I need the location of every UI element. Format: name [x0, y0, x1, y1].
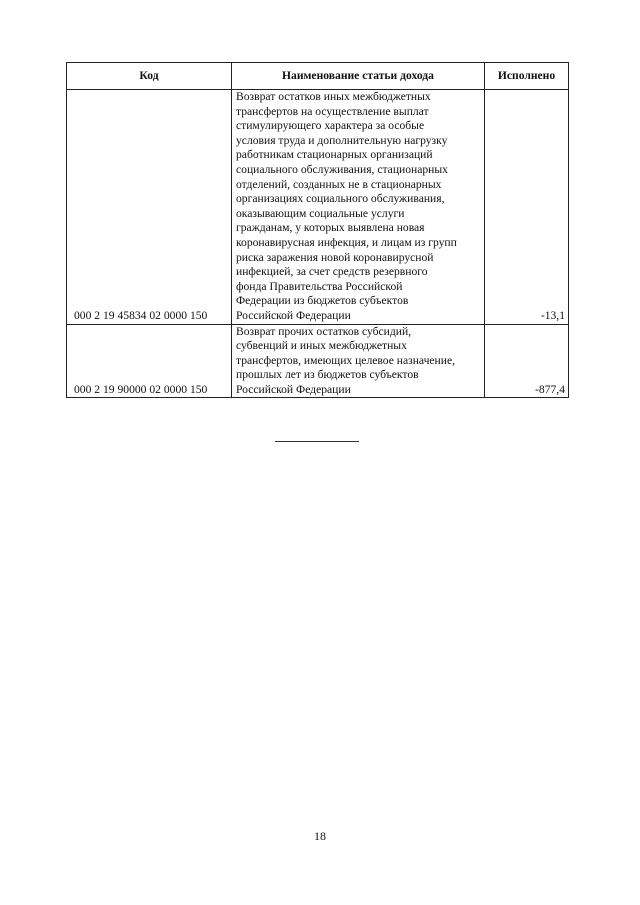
row-code: 000 2 19 45834 02 0000 150 — [67, 90, 232, 325]
row-name-line: фонда Правительства Российской — [236, 279, 403, 293]
row-name-line: субвенций и иных межбюджетных — [236, 339, 407, 353]
row-name-line: оказывающим социальные услуги — [236, 206, 405, 220]
row-executed: -877,4 — [485, 324, 569, 398]
table-row — [67, 324, 569, 398]
row-name-line: трансфертов на осуществление выплат — [236, 104, 429, 118]
row-code: 000 2 19 90000 02 0000 150 — [67, 324, 232, 398]
row-name-line: коронавирусная инфекция, и лицам из групп — [236, 235, 457, 249]
table-row — [67, 90, 569, 325]
table-header-row — [67, 63, 569, 90]
row-executed: -13,1 — [485, 90, 569, 325]
row-name-line: отделений, созданных не в стационарных — [236, 177, 442, 191]
row-name-line: социального обслуживания, стационарных — [236, 162, 448, 176]
row-name-line: прошлых лет из бюджетов субъектов — [236, 368, 419, 382]
row-name — [232, 90, 485, 325]
row-name-line: инфекцией, за счет средств резервного — [236, 265, 428, 279]
header-name: Наименование статьи дохода — [232, 63, 485, 90]
page-number: 18 — [314, 829, 326, 843]
row-name-line: трансфертов, имеющих целевое назначение, — [236, 353, 456, 367]
row-name — [232, 324, 485, 398]
row-name-line: Российской Федерации — [236, 382, 351, 396]
header-executed: Исполнено — [485, 63, 569, 90]
row-name-line: работникам стационарных организаций — [236, 148, 433, 162]
revenue-table — [66, 62, 569, 398]
row-name-line: условия труда и дополнительную нагрузку — [236, 133, 448, 147]
row-name-line: стимулирующего характера за особые — [236, 119, 425, 133]
row-name-line: Возврат остатков иных межбюджетных — [236, 90, 431, 103]
header-code: Код — [67, 63, 232, 90]
row-name-line: Возврат прочих остатков субсидий, — [236, 324, 412, 338]
row-name-line: риска заражения новой коронавирусной — [236, 250, 434, 264]
footer-divider — [275, 441, 359, 442]
row-name-line: гражданам, у которых выявлена новая — [236, 221, 425, 235]
row-name-line: Российской Федерации — [236, 308, 351, 322]
row-name-line: организациях социального обслуживания, — [236, 192, 445, 206]
row-name-line: Федерации из бюджетов субъектов — [236, 294, 409, 308]
